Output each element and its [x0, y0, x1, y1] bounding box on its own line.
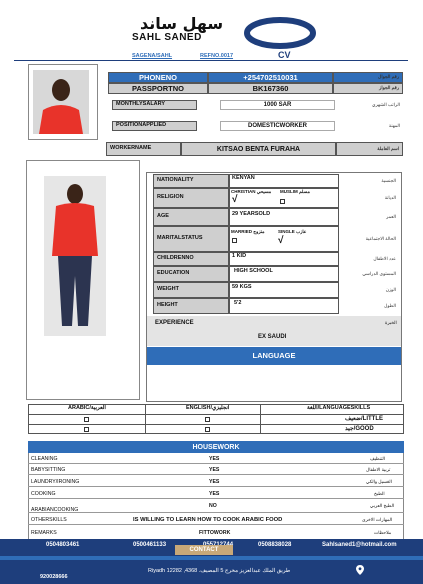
- footer-phone-5: 920028666: [40, 574, 68, 580]
- position-label: POSITIONAPPLIED: [112, 121, 197, 131]
- hw-value-cooking: YES: [209, 491, 220, 497]
- header-divider: [14, 60, 408, 61]
- arabic-good-checkbox[interactable]: [84, 427, 89, 432]
- phone-value: +254702510031: [208, 72, 333, 83]
- single-checkbox[interactable]: √: [278, 235, 284, 246]
- english-header: ENGLISH/انجليزي: [186, 405, 230, 411]
- religion-ar: الديانة: [384, 194, 396, 200]
- single-label: SINGLE عازب: [278, 229, 307, 234]
- language-skills-header: اللغة/LANGUAGESKILLS: [307, 405, 371, 411]
- marital-label: MARITALSTATUS: [153, 226, 229, 252]
- hw-ar-arabian-cooking: الطبخ العربي: [370, 503, 395, 508]
- hw-label-babysitting: BABYSITTING: [31, 467, 66, 473]
- hw-label-cleaning: CLEANING: [31, 456, 58, 462]
- hw-ar-other-skills: المهارات الاخرى: [362, 517, 393, 522]
- position-value: DOMESTICWORKER: [220, 121, 335, 131]
- hw-line-1: [28, 463, 404, 464]
- salary-value: 1000 SAR: [220, 100, 335, 110]
- weight-ar: الوزن: [385, 286, 396, 292]
- hw-line-3: [28, 486, 404, 487]
- agency-code: SAGENA/SAHL: [132, 53, 173, 59]
- ref-number: REFNO.0017: [200, 53, 234, 59]
- good-label: جيد/GOOD: [345, 426, 374, 432]
- hw-value-babysitting: YES: [209, 467, 220, 473]
- hw-line-5: [28, 512, 404, 513]
- experience-label: EXPERIENCE: [155, 320, 194, 326]
- hw-value-cleaning: YES: [209, 456, 220, 462]
- hw-label-laundry: LAUNDRY/IRONING: [31, 479, 80, 485]
- footer-phone-2: 0500461133: [133, 542, 167, 548]
- christian-checkbox[interactable]: √: [232, 194, 238, 205]
- hw-line-2: [28, 474, 404, 475]
- contact-badge: CONTACT: [175, 545, 233, 555]
- hw-value-laundry: YES: [209, 479, 220, 485]
- hw-ar-cooking: الطبخ: [374, 491, 385, 496]
- marital-ar: الحالة الاجتماعية: [365, 235, 396, 241]
- passport-ar: رقم الجواز: [333, 83, 403, 94]
- hw-ar-laundry: الغسيل والكي: [366, 479, 392, 484]
- children-ar: عدد الاطفال: [373, 255, 396, 261]
- logo-mark-icon: [244, 16, 316, 50]
- footer-strip: [0, 556, 423, 560]
- phone-label: PHONENO: [108, 72, 208, 83]
- christian-label: CHRISTIAN مسيحي: [231, 189, 272, 194]
- portrait-photo: [33, 70, 89, 134]
- married-label: MARRIED متزوج: [231, 229, 265, 234]
- hw-ar-cleaning: التنظيف: [370, 456, 386, 461]
- lang-divider-2: [260, 404, 261, 434]
- experience-value: EX SAUDI: [258, 334, 287, 340]
- hw-ar-babysitting: تربية الاطفال: [366, 467, 391, 472]
- hw-line-4: [28, 498, 404, 499]
- hw-label-cooking: COOKING: [31, 491, 56, 497]
- age-value: 29 YEARSOLD: [229, 208, 339, 226]
- footer-phone-4: 0508838028: [258, 542, 292, 548]
- children-label: CHILDRENNO: [153, 252, 229, 266]
- arabic-little-checkbox[interactable]: [84, 417, 89, 422]
- nationality-value: KENYAN: [229, 174, 339, 188]
- nationality-ar: الجنسية: [381, 177, 396, 183]
- arabic-header: ARABIC/العربية: [68, 405, 106, 411]
- education-ar: المستوى الدراسي: [362, 270, 396, 276]
- full-body-photo: [44, 176, 106, 336]
- married-checkbox[interactable]: [232, 238, 237, 243]
- height-ar: الطول: [384, 302, 396, 308]
- worker-label: WORKERNAME: [106, 142, 181, 156]
- logo-text: SAHL SANED: [132, 32, 202, 43]
- experience-ar: الخبرة: [385, 320, 397, 325]
- age-label: AGE: [153, 208, 229, 226]
- education-label: EDUCATION: [153, 266, 229, 282]
- passport-label: PASSPORTNO: [108, 83, 208, 94]
- hw-label-other-skills: OTHERSKILLS: [31, 517, 67, 523]
- position-ar: المهنة: [388, 122, 400, 128]
- footer-address: Riyadh 12282 ,4368 .طريق الملك عبدالعزيز مخرج 5 المصيف: [148, 568, 291, 574]
- english-good-checkbox[interactable]: [205, 427, 210, 432]
- muslim-label: MUSLIM مسلم: [280, 189, 310, 194]
- weight-value: 59 KGS: [229, 282, 339, 298]
- hw-value-other-skills: IS WILLING TO LEARN HOW TO COOK ARABIC FOOD: [133, 517, 283, 523]
- hw-value-remarks: FITTOWORK: [199, 530, 231, 536]
- housework-header: HOUSEWORK: [28, 441, 404, 453]
- hw-ar-remarks: ملاحظات: [374, 530, 392, 535]
- footer-email[interactable]: Sahlsaned1@hotmail.com: [322, 542, 397, 548]
- cv-title: CV: [278, 50, 291, 60]
- education-value: HIGH SCHOOL: [229, 266, 339, 282]
- phone-ar: رقم الجوال: [333, 72, 403, 83]
- footer-phone-1: 0504803461: [46, 542, 80, 548]
- worker-name: KITSAO BENTA FURAHA: [181, 142, 336, 156]
- salary-ar: الراتب الشهري: [372, 101, 400, 107]
- hw-line-6: [28, 524, 404, 525]
- religion-label: RELIGION: [153, 188, 229, 208]
- hw-label-arabian-cooking: ARABIANCOOKING: [31, 507, 79, 513]
- hw-value-arabian-cooking: NO: [209, 503, 217, 509]
- height-value: 5'2: [229, 298, 339, 314]
- age-ar: العمر: [386, 213, 396, 219]
- height-label: HEIGHT: [153, 298, 229, 314]
- salary-label: MONTHLYSALARY: [112, 100, 197, 110]
- children-value: 1 KID: [229, 252, 339, 266]
- hw-label-remarks: REMARKS: [31, 530, 57, 536]
- language-header: LANGUAGE: [147, 347, 401, 365]
- passport-value: BK167360: [208, 83, 333, 94]
- weight-label: WEIGHT: [153, 282, 229, 298]
- lang-divider-1: [145, 404, 146, 434]
- muslim-checkbox[interactable]: [280, 199, 285, 204]
- logo-arabic: سهل ساند: [140, 14, 224, 33]
- little-label: ضعيف/LITTLE: [345, 416, 384, 422]
- nationality-label: NATIONALITY: [153, 174, 229, 188]
- worker-ar: اسم العاملة: [336, 142, 403, 156]
- english-little-checkbox[interactable]: [205, 417, 210, 422]
- location-icon: [356, 565, 364, 575]
